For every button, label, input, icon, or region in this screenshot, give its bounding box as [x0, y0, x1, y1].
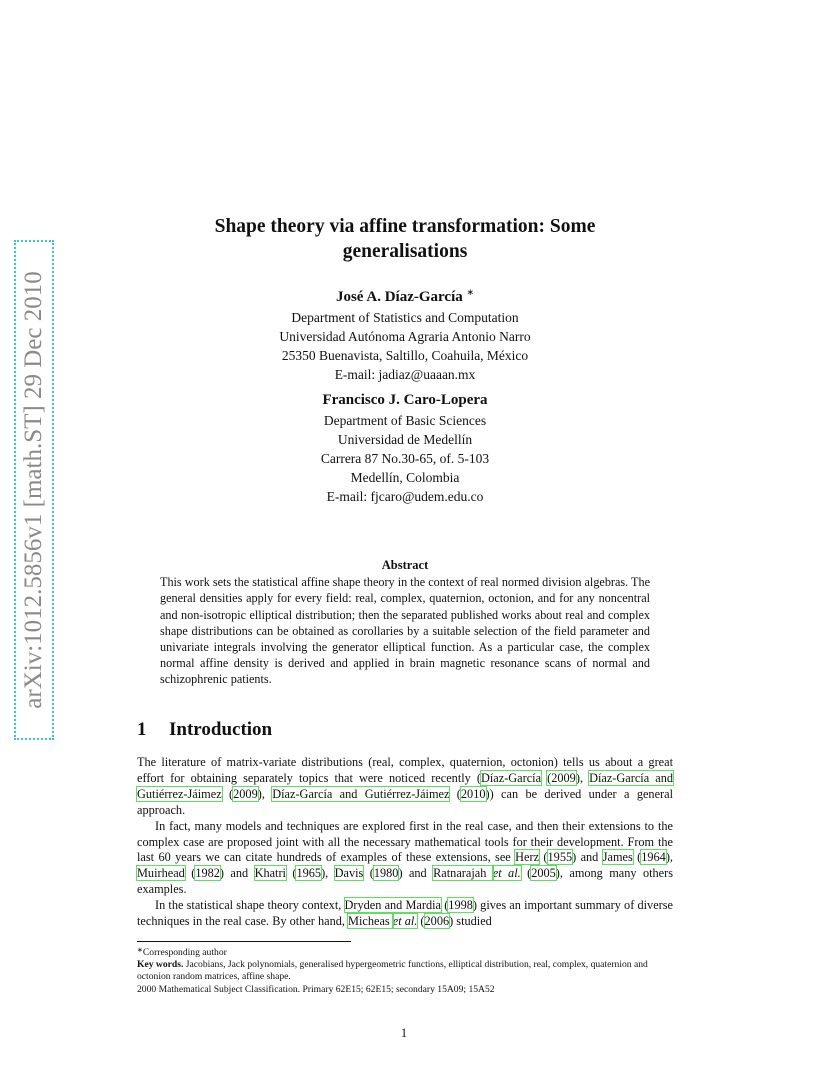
- arxiv-stamp-wrapper: [14, 240, 54, 740]
- author-affiliation-line: Universidad Autónoma Agraria Antonio Narro: [279, 329, 531, 344]
- page-number: 1: [400, 1026, 408, 1040]
- citation-link[interactable]: 2010: [460, 786, 486, 801]
- introduction-body: [137, 755, 673, 930]
- author-affiliation-line: Carrera 87 No.30-65, of. 5-103: [320, 451, 490, 466]
- citation-link[interactable]: 2006: [424, 914, 450, 929]
- author-name: José A. Díaz-García ∗: [335, 287, 475, 305]
- body-text-run: ), among many others examples.: [137, 866, 674, 897]
- author-name: Francisco J. Caro-Lopera: [322, 392, 488, 408]
- footnote-keywords: Key words. Jacobians, Jack polynomials, generalised hypergeometric functions, elliptical distribution, real, complex, quaternion and octonion random matrices, affine shape.: [137, 959, 648, 983]
- body-text-run: In fact, many models and techniques are explored first in the real case, and then their extensions to the complex case are proposed joint with all the necessary mathematical tools for their development. From the last 60 years we can citate hundreds of examples of these extensions, see: [137, 818, 673, 865]
- author-block-2: [180, 389, 630, 506]
- body-text-run: (: [221, 786, 234, 801]
- citation-link[interactable]: Muirhead: [137, 866, 185, 881]
- body-text-run: (: [285, 866, 297, 881]
- section-title: Introduction: [169, 719, 273, 740]
- author-affiliation-line: Department of Statistics and Computation: [291, 310, 519, 325]
- section-number: 1: [137, 719, 147, 740]
- body-text-run: (: [363, 866, 374, 881]
- author-affiliation-line: Medellín, Colombia: [350, 470, 460, 485]
- paper-title: Shape theory via affine transformation: Some generalisations: [214, 216, 596, 262]
- footnote-corresponding: ∗Corresponding author: [137, 946, 227, 958]
- body-text-run: ),: [321, 866, 335, 881]
- body-paragraph: [137, 898, 673, 930]
- author-affiliation-line: 25350 Buenavista, Saltillo, Coahuila, México: [281, 348, 529, 363]
- abstract-heading: Abstract: [381, 558, 429, 572]
- footnotes: [137, 944, 677, 996]
- footnote-marker[interactable]: ∗: [466, 287, 475, 297]
- citation-link[interactable]: 1982: [195, 866, 220, 881]
- body-text-run: The literature of matrix-variate distributions (real, complex, quaternion, octonion) tells us about a great effort for obtaining separately topics that were noticed recently (: [137, 755, 673, 785]
- body-text-run: (: [449, 786, 461, 801]
- citation-link[interactable]: Davis: [334, 866, 364, 881]
- citation-link[interactable]: Díaz-García and Gutiérrez-Jáimez: [272, 786, 450, 801]
- body-text-run: In the statistical shape theory context,: [155, 898, 345, 913]
- citation-link[interactable]: Ratnarajah: [433, 866, 493, 881]
- body-text-run: ) studied: [449, 914, 492, 929]
- body-text-run: (: [417, 914, 425, 929]
- body-text-run: ) and: [219, 866, 255, 881]
- citation-link[interactable]: 1980: [373, 866, 399, 881]
- citation-link[interactable]: 1955: [547, 850, 573, 865]
- citation-link[interactable]: Díaz-García and Gutiérrez-Jáimez: [137, 770, 673, 801]
- citation-link[interactable]: et al.: [492, 866, 521, 881]
- citation-link[interactable]: James: [602, 850, 633, 865]
- body-paragraph: [137, 755, 673, 819]
- body-text-run: )) can be derived under a general approach.: [137, 786, 673, 817]
- arxiv-identifier-stamp[interactable]: arXiv:1012.5856v1 [math.ST] 29 Dec 2010: [14, 240, 54, 740]
- body-paragraph: [137, 819, 673, 899]
- author-email: E-mail: fjcaro@udem.edu.co: [326, 489, 484, 504]
- citation-link[interactable]: Díaz-García: [480, 770, 542, 785]
- citation-link[interactable]: Khatri: [254, 866, 286, 881]
- citation-link[interactable]: (2009: [547, 770, 576, 785]
- body-text-run: ) and: [572, 850, 603, 865]
- body-text-run: ),: [257, 786, 273, 801]
- author-block-1: [180, 281, 630, 384]
- body-text-run: (: [441, 898, 449, 913]
- citation-link[interactable]: 1964: [641, 850, 666, 865]
- citation-link[interactable]: 1998: [448, 898, 473, 913]
- body-text-run: (: [539, 850, 548, 865]
- body-text-run: (: [632, 850, 642, 865]
- footnote-msc: 2000 Mathematical Subject Classification. Primary 62E15; 62E15; secondary 15A09; 15A52: [137, 983, 495, 995]
- citation-link[interactable]: 1965: [296, 866, 322, 881]
- citation-link[interactable]: 2005: [531, 866, 556, 881]
- citation-link[interactable]: Herz: [515, 850, 540, 865]
- body-text-run: ),: [665, 850, 673, 865]
- body-text-run: (: [184, 866, 196, 881]
- body-text-run: ) gives an important summary of diverse techniques in the real case. By other hand,: [137, 898, 673, 929]
- body-text-run: (: [520, 866, 532, 881]
- citation-link[interactable]: Dryden and Mardia: [344, 898, 442, 913]
- body-text-run: ),: [575, 770, 590, 785]
- footnote-rule: [137, 941, 351, 942]
- citation-link[interactable]: et al.: [392, 914, 418, 929]
- body-text-run: ) and: [398, 866, 434, 881]
- abstract-text: This work sets the statistical affine shape theory in the context of real normed division algebras. The general densities apply for every field: real, complex, quaternion, octonion, and for any noncentral and non-isotropic elliptical distribution; then the separated published works about real and complex shape distributions can be obtained as corollaries by a suitable selection of the field parameter and univariate integrals involving the generator elliptical function. As a particular case, the complex normal affine density is derived and applied in brain magnetic resonance scans of normal and schizophrenic patients.: [160, 575, 650, 687]
- section-heading: [137, 719, 272, 741]
- author-email: E-mail: jadiaz@uaaan.mx: [334, 367, 476, 382]
- citation-link[interactable]: Micheas: [348, 914, 393, 929]
- author-affiliation-line: Universidad de Medellín: [337, 432, 473, 447]
- citation-link[interactable]: 2009: [233, 786, 258, 801]
- author-affiliation-line: Department of Basic Sciences: [323, 413, 487, 428]
- abstract: [160, 557, 650, 688]
